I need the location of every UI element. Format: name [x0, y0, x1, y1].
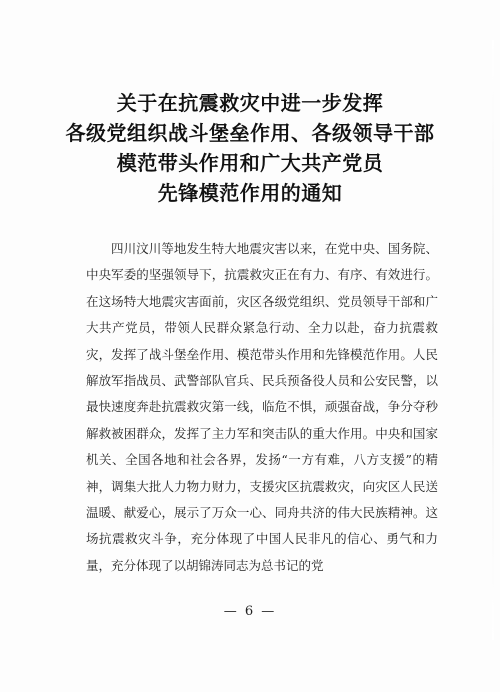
body-text	[86, 236, 438, 579]
page-number: — 6 —	[223, 604, 277, 619]
title-line-4: 先锋模范作用的通知	[157, 181, 343, 205]
title-line-1: 关于在抗震救灾中进一步发挥	[116, 91, 384, 115]
document-title	[0, 88, 500, 208]
body-paragraph: 四川汶川等地发生特大地震灾害以来，在党中央、国务院、中央军委的坚强领导下，抗震救灾正在有力、有序、有效进行。在这场特大地震灾害面前，灾区各级党组织、党员领导干部和广大共产党员，带领人民群众紧急行动、全力以赴，奋力抗震救灾，发挥了战斗堡垒作用、模范带头作用和先锋模范作用。人民解放军指战员、武警部队官兵、民兵预备役人员和公安民警，以最快速度奔赴抗震救灾第一线，临危不惧，顽强奋战，争分夺秒解救被困群众，发挥了主力军和突击队的重大作用。中央和国家机关、全国各地和社会各界，发扬“一方有难，八方支援”的精神，调集大批人力物力财力，支援灾区抗震救灾，向灾区人民送温暖、献爱心，展示了万众一心、同舟共济的伟大民族精神。这场抗震救灾斗争，充分体现了中国人民非凡的信心、勇气和力量，充分体现了以胡锦涛同志为总书记的党	[86, 241, 438, 573]
title-line-3: 模范带头作用和广大共产党员	[116, 151, 384, 175]
title-line-2: 各级党组织战斗堡垒作用、各级领导干部	[65, 121, 435, 145]
